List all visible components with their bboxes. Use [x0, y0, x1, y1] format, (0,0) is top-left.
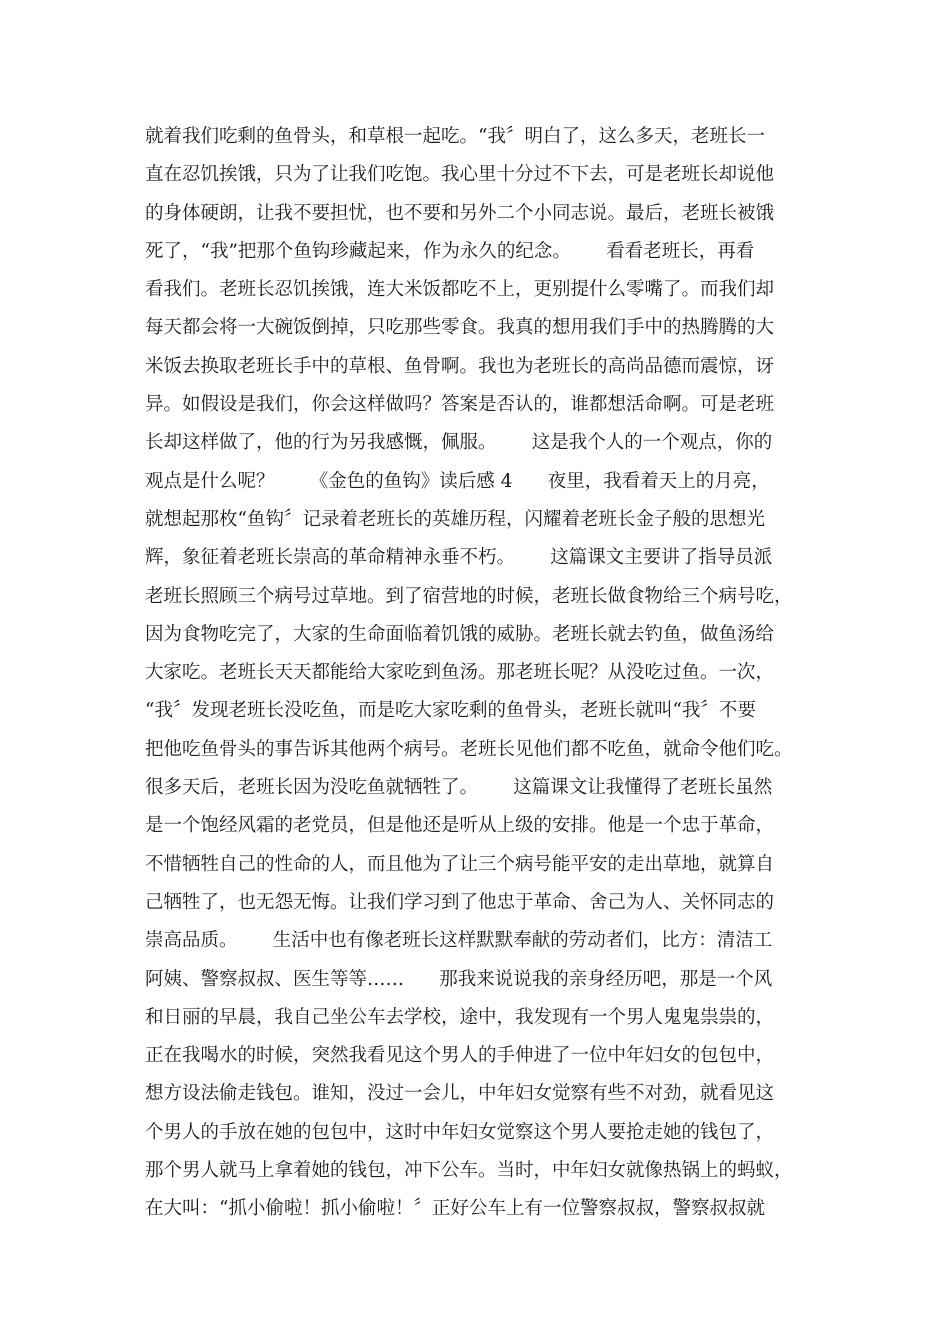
text-line: 崇高品质。 生活中也有像老班长这样默默奉献的劳动者们，比方：清洁工: [145, 930, 773, 952]
text-line: 死了，“我”把那个鱼钩珍藏起来，作为永久的纪念。 看看老班长，再看: [145, 240, 755, 262]
text-line: 把他吃鱼骨头的事告诉其他两个病号。老班长见他们都不吃鱼，就命令他们吃。: [145, 738, 793, 760]
text-line: 老班长照顾三个病号过草地。到了宿营地的时候，老班长做食物给三个病号吃，: [145, 585, 793, 607]
text-line: 的身体硬朗，让我不要担忧，也不要和另外二个小同志说。最后，老班长被饿: [145, 202, 775, 224]
text-line: 是一个饱经风霜的老党员，但是他还是听从上级的安排。他是一个忠于革命，: [145, 815, 775, 837]
text-line: 很多天后，老班长因为没吃鱼就牺牲了。 这篇课文让我懂得了老班长虽然: [145, 777, 773, 799]
text-line: 己牺牲了，也无怨无悔。让我们学习到了他忠于革命、舍己为人、关怀同志的: [145, 891, 775, 913]
text-line: 和日丽的早晨，我自己坐公车去学校，途中，我发现有一个男人鬼鬼祟祟的，: [145, 1006, 775, 1028]
text-line: 因为食物吃完了，大家的生命面临着饥饿的威胁。老班长就去钓鱼，做鱼汤给: [145, 623, 775, 645]
text-line: “我〞发现老班长没吃鱼，而是吃大家吃剩的鱼骨头，老班长就叫“我〞不要: [145, 700, 756, 722]
text-line: 就着我们吃剩的鱼骨头，和草根一起吃。“我〞明白了，这么多天，老班长一: [145, 126, 765, 147]
text-line: 观点是什么呢？ 《金色的鱼钩》读后感 4 夜里，我看着天上的月亮，: [145, 470, 770, 492]
text-line: 在大叫：“抓小偷啦！抓小偷啦！〞正好公车上有一位警察叔叔，警察叔叔就: [145, 1198, 765, 1220]
text-line: 大家吃。老班长天天都能给大家吃到鱼汤。那老班长呢？从没吃过鱼。一次，: [145, 662, 775, 684]
text-line: 米饭去换取老班长手中的草根、鱼骨啊。我也为老班长的高尚品德而震惊，讶: [145, 355, 775, 377]
text-line: 个男人的手放在她的包包中，这时中年妇女觉察这个男人要抢走她的钱包了，: [145, 1121, 775, 1143]
text-line: 正在我喝水的时候，突然我看见这个男人的手伸进了一位中年妇女的包包中，: [145, 1045, 775, 1067]
text-line: 看我们。老班长忍饥挨饿，连大米饭都吃不上，更别提什么零嘴了。而我们却: [145, 279, 775, 301]
text-line: 每天都会将一大碗饭倒掉，只吃那些零食。我真的想用我们手中的热腾腾的大: [145, 317, 775, 339]
text-line: 辉，象征着老班长崇高的革命精神永垂不朽。 这篇课文主要讲了指导员派: [145, 547, 773, 569]
text-line: 不惜牺牲自己的性命的人，而且他为了让三个病号能平安的走出草地，就算自: [145, 853, 775, 875]
text-line: 直在忍饥挨饿，只为了让我们吃饱。我心里十分过不下去，可是老班长却说他: [145, 164, 775, 186]
text-line: 长却这样做了，他的行为另我感慨，佩服。 这是我个人的一个观点，你的: [145, 432, 773, 454]
text-line: 想方设法偷走钱包。谁知，没过一会儿，中年妇女觉察有些不对劲，就看见这: [145, 1083, 775, 1105]
text-line: 阿姨、警察叔叔、医生等等…… 那我来说说我的亲身经历吧，那是一个风: [145, 968, 773, 990]
text-line: 就想起那枚“鱼钩〞记录着老班长的英雄历程，闪耀着老班长金子般的思想光: [145, 508, 765, 530]
text-line: 那个男人就马上拿着她的钱包，冲下公车。当时，中年妇女就像热锅上的蚂蚁，: [145, 1160, 793, 1182]
body-text: [145, 118, 835, 1229]
text-line: 异。如假设是我们，你会这样做吗？答案是否认的，谁都想活命啊。可是老班: [145, 394, 775, 416]
